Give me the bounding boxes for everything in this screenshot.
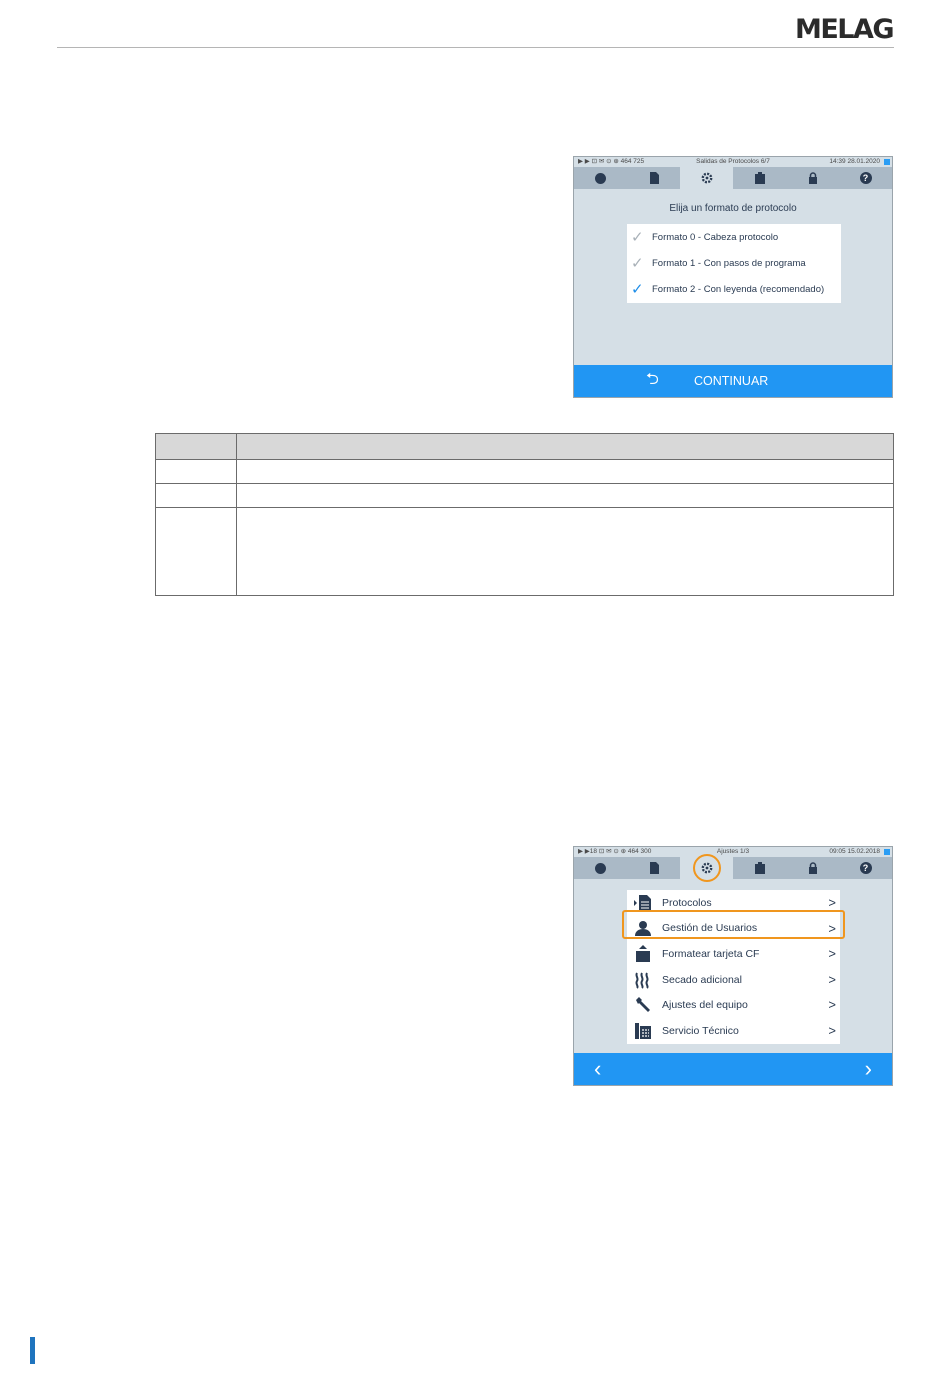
- device-screen-settings: [573, 846, 893, 1086]
- tab-lock[interactable]: [786, 167, 839, 189]
- status-datetime: 14:39 28.01.2020: [829, 158, 880, 165]
- format-option-1[interactable]: [627, 250, 841, 276]
- status-title: Salidas de Protocolos 6/7: [696, 158, 770, 165]
- page-margin-marker: [30, 1337, 35, 1364]
- chevron-right-icon: >: [828, 971, 836, 987]
- menu-item-formatear-cf[interactable]: [627, 941, 840, 967]
- tab-settings[interactable]: [680, 857, 733, 879]
- menu-item-ajustes-equipo[interactable]: [627, 992, 840, 1018]
- check-icon: ✓: [631, 254, 644, 272]
- device-screen-protocol-format: [573, 156, 893, 398]
- table-row: [156, 484, 894, 508]
- format-option-label: Formato 0 - Cabeza protocolo: [652, 231, 779, 243]
- menu-item-label: Gestión de Usuarios: [662, 922, 758, 935]
- tab-help[interactable]: [839, 167, 892, 189]
- help-icon: ?: [860, 862, 872, 874]
- gear-icon: [701, 172, 713, 184]
- table-row: [156, 508, 894, 596]
- tab-bar: [574, 167, 892, 189]
- list-icon: [595, 173, 606, 184]
- legend-table: [155, 433, 894, 596]
- wrench-icon: [632, 996, 654, 1014]
- list-icon: [595, 863, 606, 874]
- status-indicator: [884, 849, 890, 855]
- status-icons: ▶ ▶ ⊡ ✉ ⊙ ⊕ 464 725: [578, 158, 645, 165]
- menu-item-label: Secado adicional: [662, 973, 742, 986]
- back-arrow-icon[interactable]: ⮌: [646, 371, 659, 388]
- format-option-label: Formato 1 - Con pasos de programa: [652, 257, 806, 269]
- tab-lock[interactable]: [786, 857, 839, 879]
- table-cell: [237, 484, 894, 508]
- header-divider: [57, 47, 894, 48]
- melag-logo: MELAG: [795, 14, 894, 45]
- format-options: [627, 224, 841, 303]
- tab-bar: [574, 857, 892, 879]
- cf-card-icon: [632, 945, 654, 963]
- highlight-box-gestion-usuarios: [622, 910, 845, 939]
- table-cell: [237, 460, 894, 484]
- drying-icon: [632, 971, 654, 989]
- continue-button[interactable]: CONTINUAR: [694, 374, 769, 388]
- navigation-bar: [574, 1053, 892, 1085]
- tab-clipboard[interactable]: [733, 167, 786, 189]
- format-prompt: Elija un formato de protocolo: [669, 203, 797, 214]
- document-icon: [648, 862, 660, 874]
- action-bar: [574, 365, 892, 397]
- previous-page-button[interactable]: ‹: [594, 1056, 602, 1081]
- table-cell: [237, 508, 894, 596]
- tab-documents[interactable]: [627, 167, 680, 189]
- tab-help[interactable]: [839, 857, 892, 879]
- table-row: [156, 460, 894, 484]
- status-bar: [574, 847, 892, 857]
- table-header-row: [156, 434, 894, 460]
- status-title: Ajustes 1/3: [716, 848, 750, 855]
- menu-item-label: Formatear tarjeta CF: [662, 947, 760, 960]
- tab-settings[interactable]: [680, 167, 733, 189]
- table-cell: [156, 460, 237, 484]
- check-icon: ✓: [631, 228, 644, 246]
- tab-clipboard[interactable]: [733, 857, 786, 879]
- status-datetime: 09:05 15.02.2018: [829, 848, 880, 855]
- chevron-right-icon: >: [828, 895, 836, 910]
- clipboard-icon: [754, 172, 766, 184]
- lock-icon: [807, 172, 819, 184]
- menu-item-secado-adicional[interactable]: [627, 967, 840, 993]
- format-option-2[interactable]: [627, 276, 841, 302]
- menu-item-label: Protocolos: [662, 896, 712, 909]
- table-header-cell: [156, 434, 237, 460]
- table-cell: [156, 508, 237, 596]
- clipboard-icon: [754, 862, 766, 874]
- service-phone-icon: [632, 1022, 654, 1040]
- format-option-label: Formato 2 - Con leyenda (recomendado): [652, 283, 825, 295]
- menu-item-label: Ajustes del equipo: [662, 999, 748, 1012]
- menu-item-label: Servicio Técnico: [662, 1024, 739, 1037]
- tab-list[interactable]: [574, 857, 627, 879]
- lock-icon: [807, 862, 819, 874]
- help-icon: ?: [860, 172, 872, 184]
- next-page-button[interactable]: ›: [864, 1056, 872, 1081]
- tab-list[interactable]: [574, 167, 627, 189]
- chevron-right-icon: >: [828, 946, 836, 962]
- status-indicator: [884, 159, 890, 165]
- settings-tab-highlight-ring: [693, 854, 721, 882]
- chevron-right-icon: >: [828, 1022, 836, 1038]
- chevron-right-icon: >: [828, 997, 836, 1013]
- check-icon: ✓: [631, 280, 644, 298]
- table-cell: [156, 484, 237, 508]
- table-header-cell: [237, 434, 894, 460]
- status-bar: [574, 157, 892, 167]
- menu-item-servicio-tecnico[interactable]: [627, 1018, 840, 1044]
- status-icons: ▶ ▶18 ⊡ ✉ ⊙ ⊕ 464 300: [578, 848, 652, 855]
- tab-documents[interactable]: [627, 857, 680, 879]
- chevron-right-icon: >: [828, 920, 836, 936]
- document-icon: [648, 172, 660, 184]
- format-option-0[interactable]: [627, 224, 841, 250]
